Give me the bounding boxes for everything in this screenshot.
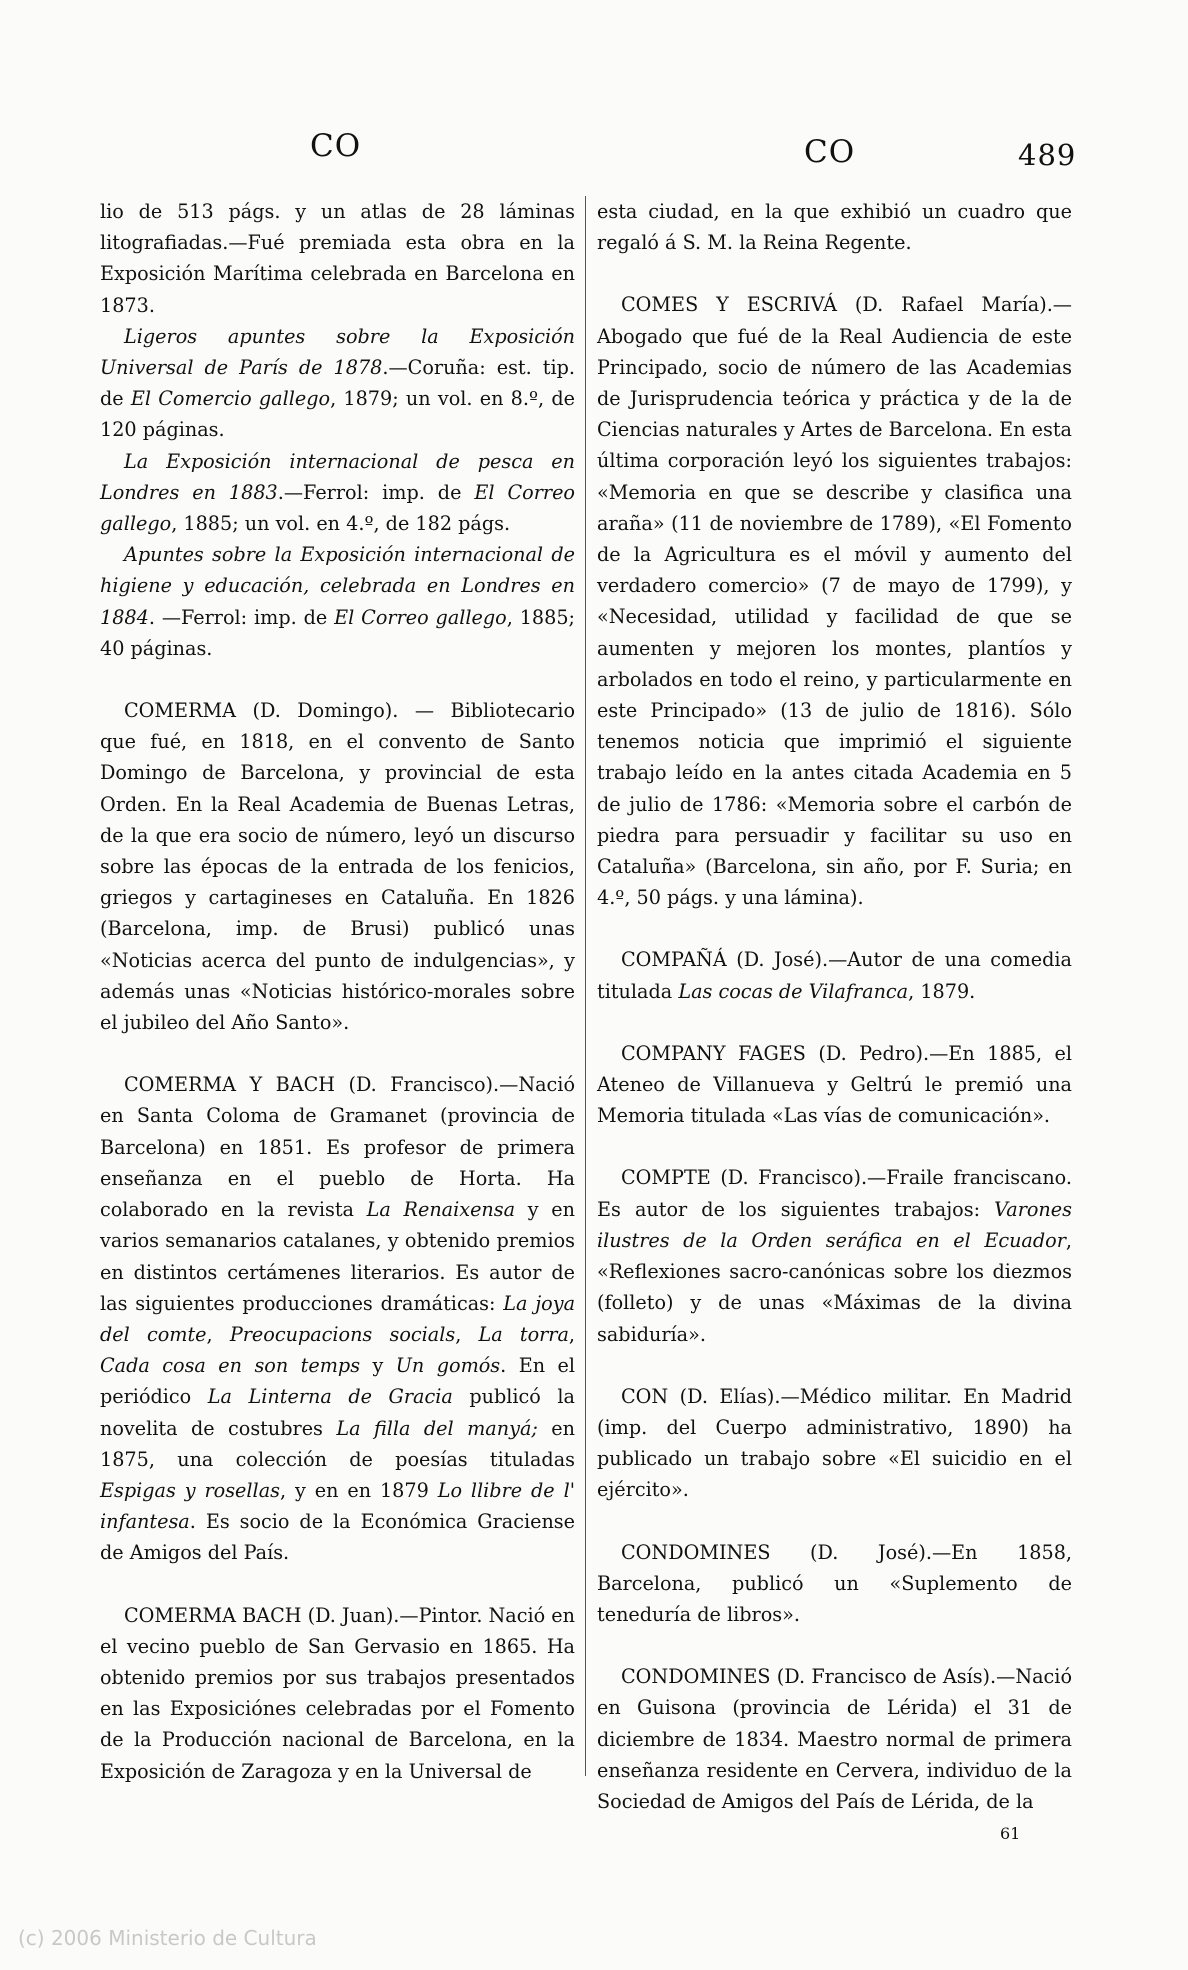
running-header — [0, 128, 1188, 178]
paragraph: lio de 513 págs. y un atlas de 28 láminas litografiadas.—Fué premiada esta obra en la Exposición Marítima celebrada en Barcelona en 1873. — [100, 200, 575, 317]
column-divider — [585, 196, 586, 1776]
entry-comerma-bach-juan: COMERMA BACH (D. Juan).—Pintor. Nació en el vecino pueblo de San Gervasio en 1865. Ha obtenido premios por sus trabajos presentados en las Exposiciónes celebradas por el Fomento de la Producción nacional de Barcelona, en la Exposición de Zaragoza y en la Universal de — [100, 1603, 575, 1783]
entry-condomines-jose: CONDOMINES (D. José).—En 1858, Barcelona, publicó un «Suplemento de teneduría de libros». — [597, 1540, 1072, 1626]
entry-compte: COMPTE (D. Francisco).—Fraile franciscano. Es autor de los siguientes trabajos: Varones ilustres de la Orden seráfica en el Ecuador, «Reflexiones sacro-canónicas sobre los diezmos (folleto) y de unas «Máximas de la divina sabiduría». — [597, 1166, 1072, 1346]
header-right: CO — [804, 134, 856, 170]
entry-compana: COMPAÑÁ (D. José).—Autor de una comedia titulada Las cocas de Vilafranca, 1879. — [597, 948, 1072, 1003]
right-column — [597, 196, 1072, 1817]
page-number: 489 — [1018, 138, 1077, 172]
entry-company-fages: COMPANY FAGES (D. Pedro).—En 1885, el Ateneo de Villanueva y Geltrú le premió una Memoria titulada «Las vías de comunicación». — [597, 1041, 1072, 1128]
paragraph: Ligeros apuntes sobre la Exposición Universal de París de 1878.—Coruña: est. tip. de El Comercio gallego, 1879; un vol. en 8.º, de 120 páginas. — [100, 324, 576, 442]
signature-mark: 61 — [1000, 1824, 1021, 1843]
paragraph: esta ciudad, en la que exhibió un cuadro que regaló á S. M. la Reina Regente. — [597, 200, 1072, 255]
entry-comes-y-escriva: COMES Y ESCRIVÁ (D. Rafael María).—Abogado que fué de la Real Audiencia de este Principado, socio de número de las Academias de Jurisprudencia teórica y práctica y de la de Ciencias naturales y Artes de Barcelona. En esta última corporación leyó los siguientes trabajos: «Memoria en que se describe y clasifica una araña» (11 de noviembre de 1789), «El Fomento de la Agricultura es el móvil y aumento del verdadero comercio» (7 de mayo de 1799), y «Necesidad, utilidad y facilidad de que se aumenten y mejoren los montes, plantíos y arbolados en todo el reino, y particularmente en este Principado» (13 de julio de 1816). Sólo tenemos noticia que imprimió el siguiente trabajo leído en la antes citada Academia en 5 de julio de 1786: «Memoria sobre el carbón de piedra para persuadir y facilitar su uso en Cataluña» (Barcelona, sin año, por F. Suria; en 4.º, 50 págs. y una lámina). — [597, 293, 1072, 910]
watermark: (c) 2006 Ministerio de Cultura — [18, 1926, 317, 1950]
entry-comerma-domingo: COMERMA (D. Domingo). — Bibliotecario que fué, en 1818, en el convento de Santo Domingo de Barcelona, y provincial de esta Orden. En la Real Academia de Buenas Letras, de la que era socio de número, leyó un discurso sobre las épocas de la entrada de los fenicios, griegos y cartagineses en Cataluña. En 1826 (Barcelona, imp. de Brusi) publicó unas «Noticias acerca del punto de indulgencias», y además unas «Noticias histórico-morales sobre el jubileo del Año Santo». — [100, 699, 575, 1035]
header-left: CO — [310, 128, 362, 164]
left-column — [100, 196, 575, 1787]
paragraph: La Exposición internacional de pesca en Londres en 1883.—Ferrol: imp. de El Correo gallego, 1885; un vol. en 4.º, de 182 págs. — [100, 449, 575, 536]
paragraph: Apuntes sobre la Exposición internacional de higiene y educación, celebrada en Londres en 1884. —Ferrol: imp. de El Correo gallego, 1885; 40 páginas. — [100, 543, 575, 660]
entry-con: CON (D. Elías).—Médico militar. En Madrid (imp. del Cuerpo administrativo, 1890) ha publicado un trabajo sobre «El suicidio en el ejército». — [597, 1384, 1072, 1502]
entry-condomines-francisco: CONDOMINES (D. Francisco de Asís).—Nació en Guisona (provincia de Lérida) el 31 de diciembre de 1834. Maestro normal de primera enseñanza residente en Cervera, individuo de la Sociedad de Amigos del País de Lérida, de la — [597, 1665, 1072, 1813]
entry-comerma-y-bach-francisco: COMERMA Y BACH (D. Francisco).—Nació en Santa Coloma de Gramanet (provincia de Barcelona) en 1851. Es profesor de primera enseñanza en el pueblo de Horta. Ha colaborado en la revista La Renaixensa y en varios semanarios catalanes, y obtenido premios en distintos certámenes literarios. Es autor de las siguientes producciones dramáticas: La joya del comte, Preocupacions socials, La torra, Cada cosa en son temps y Un gomós. En el periódico La Linterna de Gracia publicó la novelita de costubres La filla del manyá; en 1875, una colección de poesías tituladas Espigas y rosellas, y en en 1879 Lo llibre de l' infantesa. Es socio de la Económica Graciense de Amigos del País. — [100, 1073, 576, 1565]
